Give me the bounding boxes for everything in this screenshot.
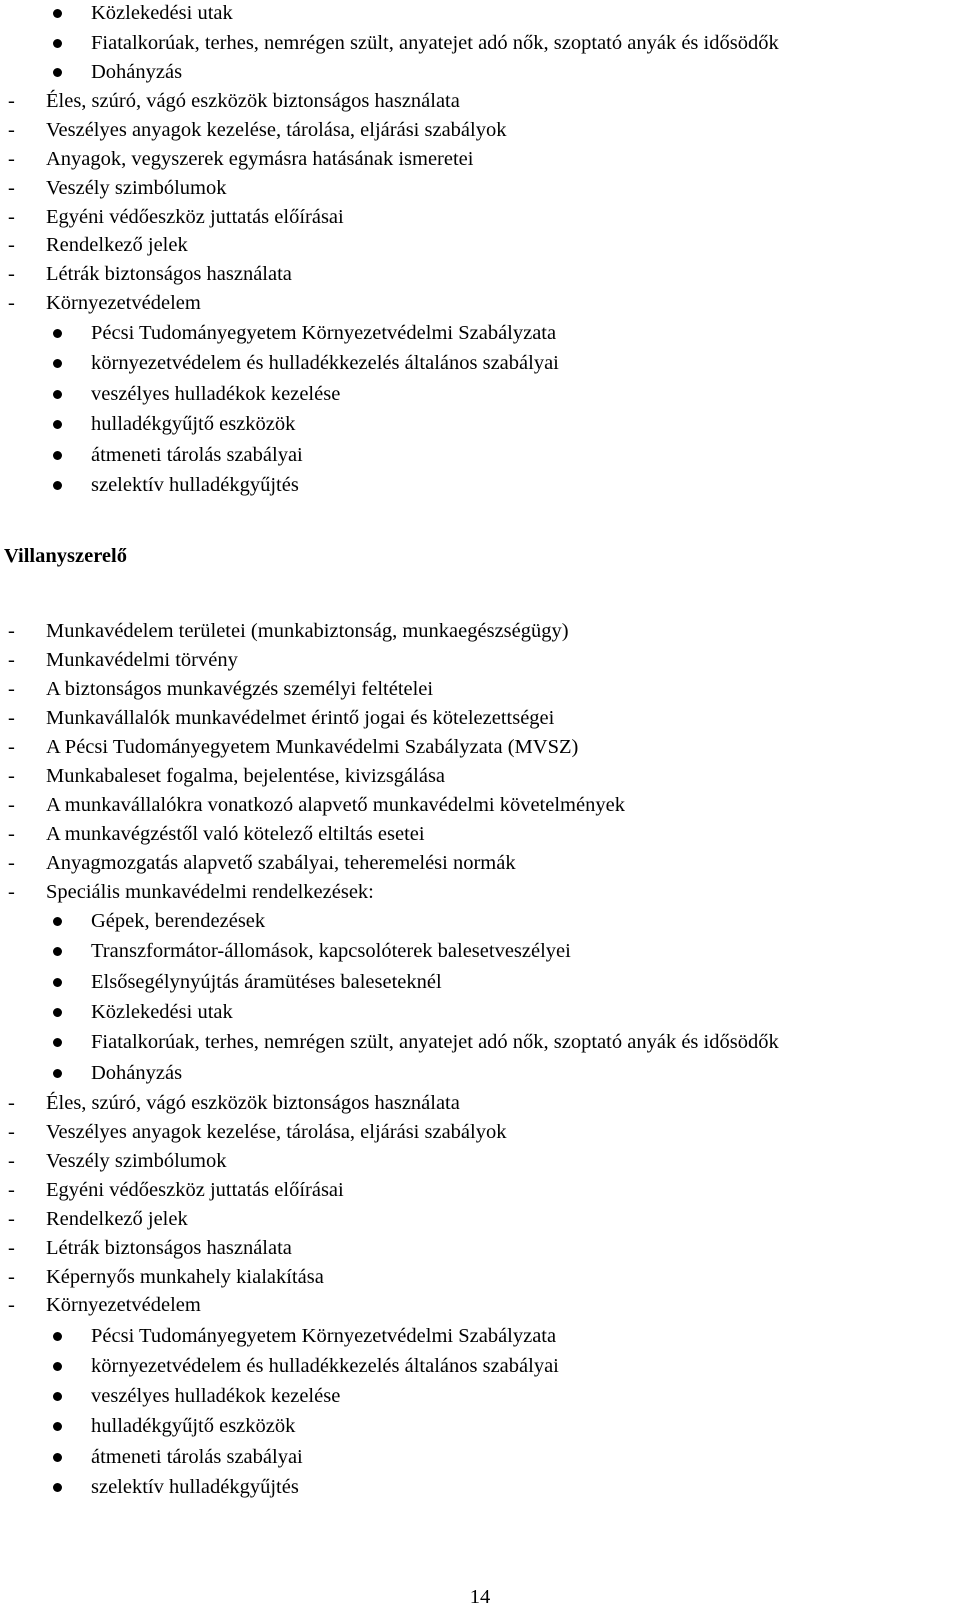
- item-text: Munkavédelmi törvény: [46, 649, 238, 671]
- item-text: Éles, szúró, vágó eszközök biztonságos használata: [46, 90, 460, 112]
- bullet-item: [0, 59, 960, 85]
- bullet-icon: [53, 1332, 62, 1341]
- item-text: Transzformátor-állomások, kapcsolóterek balesetveszélyei: [91, 940, 571, 962]
- dash-item: [0, 792, 960, 818]
- bullet-item: [0, 411, 960, 437]
- dash-marker: -: [8, 620, 15, 642]
- bullet-item: [0, 1474, 960, 1500]
- dash-item: [0, 146, 960, 172]
- item-text: hulladékgyűjtő eszközök: [91, 413, 296, 435]
- bullet-icon: [53, 1453, 62, 1462]
- dash-item: [0, 261, 960, 287]
- item-text: környezetvédelem és hulladékkezelés általános szabályai: [91, 352, 559, 374]
- dash-marker: -: [8, 707, 15, 729]
- dash-marker: -: [8, 649, 15, 671]
- item-text: Környezetvédelem: [46, 1294, 201, 1316]
- dash-marker: -: [8, 852, 15, 874]
- item-text: szelektív hulladékgyűjtés: [91, 474, 299, 496]
- item-text: Létrák biztonságos használata: [46, 1237, 292, 1259]
- item-text: Veszélyes anyagok kezelése, tárolása, eljárási szabályok: [46, 1121, 507, 1143]
- item-text: Pécsi Tudományegyetem Környezetvédelmi Szabályzata: [91, 1325, 557, 1347]
- item-text: Képernyős munkahely kialakítása: [46, 1266, 324, 1288]
- bullet-icon: [53, 1038, 62, 1047]
- bullet-item: [0, 350, 960, 376]
- bullet-item: [0, 381, 960, 407]
- dash-marker: -: [8, 1092, 15, 1114]
- dash-item: [0, 175, 960, 201]
- bullet-icon: [53, 39, 62, 48]
- bullet-item: [0, 969, 960, 995]
- dash-marker: -: [8, 1294, 15, 1316]
- dash-marker: -: [8, 678, 15, 700]
- item-text: Anyagmozgatás alapvető szabályai, teheremelési normák: [46, 852, 516, 874]
- item-text: Veszély szimbólumok: [46, 177, 227, 199]
- bullet-item: [0, 472, 960, 498]
- item-text: Pécsi Tudományegyetem Környezetvédelmi Szabályzata: [91, 322, 557, 344]
- dash-marker: -: [8, 90, 15, 112]
- dash-item: [0, 1206, 960, 1232]
- dash-marker: -: [8, 206, 15, 228]
- dash-item: [0, 676, 960, 702]
- dash-marker: -: [8, 881, 15, 903]
- dash-marker: -: [8, 119, 15, 141]
- bullet-item: [0, 30, 960, 56]
- bullet-item: [0, 442, 960, 468]
- bullet-item: [0, 1323, 960, 1349]
- bullet-icon: [53, 68, 62, 77]
- item-text: Dohányzás: [91, 1062, 183, 1084]
- dash-item: [0, 290, 960, 316]
- item-text: környezetvédelem és hulladékkezelés általános szabályai: [91, 1355, 559, 1377]
- item-text: Veszély szimbólumok: [46, 1150, 227, 1172]
- item-text: Fiatalkorúak, terhes, nemrégen szült, anyatejet adó nők, szoptató anyák és idősödők: [91, 32, 779, 54]
- dash-marker: -: [8, 177, 15, 199]
- item-text: Munkavédelem területei (munkabiztonság, munkaegészségügy): [46, 620, 569, 642]
- dash-item: [0, 647, 960, 673]
- item-text: szelektív hulladékgyűjtés: [91, 1476, 299, 1498]
- dash-item: [0, 734, 960, 760]
- item-text: Munkavállalók munkavédelmet érintő jogai és kötelezettségei: [46, 707, 555, 729]
- dash-marker: -: [8, 1179, 15, 1201]
- bullet-icon: [53, 481, 62, 490]
- bullet-item: [0, 1383, 960, 1409]
- item-text: Közlekedési utak: [91, 1001, 233, 1023]
- dash-item: [0, 1264, 960, 1290]
- item-text: átmeneti tárolás szabályai: [91, 444, 303, 466]
- page-number: 14: [469, 1586, 491, 1608]
- bullet-item: [0, 1353, 960, 1379]
- dash-item: [0, 705, 960, 731]
- section-heading: Villanyszerelő: [4, 545, 127, 567]
- item-text: Elsősegélynyújtás áramütéses baleseteknél: [91, 971, 442, 993]
- bullet-icon: [53, 329, 62, 338]
- dash-item: [0, 879, 960, 905]
- bullet-icon: [53, 1362, 62, 1371]
- bullet-item: [0, 908, 960, 934]
- dash-item: [0, 1119, 960, 1145]
- dash-item: [0, 850, 960, 876]
- dash-marker: -: [8, 148, 15, 170]
- bullet-icon: [53, 1483, 62, 1492]
- bullet-item: [0, 1060, 960, 1086]
- bullet-icon: [53, 978, 62, 987]
- item-text: átmeneti tárolás szabályai: [91, 1446, 303, 1468]
- item-text: Közlekedési utak: [91, 2, 233, 24]
- bullet-item: [0, 1444, 960, 1470]
- item-text: Rendelkező jelek: [46, 234, 188, 256]
- dash-marker: -: [8, 1150, 15, 1172]
- dash-marker: -: [8, 1266, 15, 1288]
- dash-marker: -: [8, 263, 15, 285]
- dash-item: [0, 1235, 960, 1261]
- item-text: A Pécsi Tudományegyetem Munkavédelmi Szabályzata (MVSZ): [46, 736, 579, 758]
- dash-item: [0, 618, 960, 644]
- bullet-icon: [53, 9, 62, 18]
- dash-marker: -: [8, 292, 15, 314]
- bullet-icon: [53, 420, 62, 429]
- dash-item: [0, 232, 960, 258]
- item-text: A munkavállalókra vonatkozó alapvető munkavédelmi követelmények: [46, 794, 625, 816]
- item-text: hulladékgyűjtő eszközök: [91, 1415, 296, 1437]
- dash-marker: -: [8, 736, 15, 758]
- item-text: A munkavégzéstől való kötelező eltiltás esetei: [46, 823, 425, 845]
- dash-item: [0, 821, 960, 847]
- item-text: Rendelkező jelek: [46, 1208, 188, 1230]
- bullet-icon: [53, 390, 62, 399]
- bullet-item: [0, 999, 960, 1025]
- dash-marker: -: [8, 1121, 15, 1143]
- bullet-item: [0, 938, 960, 964]
- dash-marker: -: [8, 794, 15, 816]
- bullet-icon: [53, 1008, 62, 1017]
- dash-marker: -: [8, 1208, 15, 1230]
- item-text: Speciális munkavédelmi rendelkezések:: [46, 881, 374, 903]
- bullet-icon: [53, 359, 62, 368]
- dash-item: [0, 1292, 960, 1318]
- item-text: Fiatalkorúak, terhes, nemrégen szült, anyatejet adó nők, szoptató anyák és idősödők: [91, 1031, 779, 1053]
- item-text: Környezetvédelem: [46, 292, 201, 314]
- bullet-item: [0, 1029, 960, 1055]
- item-text: Anyagok, vegyszerek egymásra hatásának ismeretei: [46, 148, 474, 170]
- item-text: A biztonságos munkavégzés személyi feltételei: [46, 678, 434, 700]
- item-text: veszélyes hulladékok kezelése: [91, 383, 341, 405]
- item-text: Éles, szúró, vágó eszközök biztonságos használata: [46, 1092, 460, 1114]
- bullet-icon: [53, 917, 62, 926]
- item-text: Gépek, berendezések: [91, 910, 266, 932]
- item-text: Dohányzás: [91, 61, 183, 83]
- dash-item: [0, 204, 960, 230]
- dash-marker: -: [8, 1237, 15, 1259]
- dash-item: [0, 88, 960, 114]
- dash-item: [0, 117, 960, 143]
- item-text: Létrák biztonságos használata: [46, 263, 292, 285]
- dash-item: [0, 1177, 960, 1203]
- item-text: Munkabaleset fogalma, bejelentése, kivizsgálása: [46, 765, 446, 787]
- dash-item: [0, 1090, 960, 1116]
- item-text: Veszélyes anyagok kezelése, tárolása, eljárási szabályok: [46, 119, 507, 141]
- dash-item: [0, 1148, 960, 1174]
- item-text: Egyéni védőeszköz juttatás előírásai: [46, 1179, 344, 1201]
- bullet-icon: [53, 1392, 62, 1401]
- bullet-item: [0, 1413, 960, 1439]
- dash-marker: -: [8, 765, 15, 787]
- bullet-item: [0, 320, 960, 346]
- item-text: Egyéni védőeszköz juttatás előírásai: [46, 206, 344, 228]
- bullet-icon: [53, 1422, 62, 1431]
- bullet-icon: [53, 1069, 62, 1078]
- dash-marker: -: [8, 234, 15, 256]
- bullet-item: [0, 0, 960, 26]
- bullet-icon: [53, 451, 62, 460]
- bullet-icon: [53, 947, 62, 956]
- dash-item: [0, 763, 960, 789]
- item-text: veszélyes hulladékok kezelése: [91, 1385, 341, 1407]
- dash-marker: -: [8, 823, 15, 845]
